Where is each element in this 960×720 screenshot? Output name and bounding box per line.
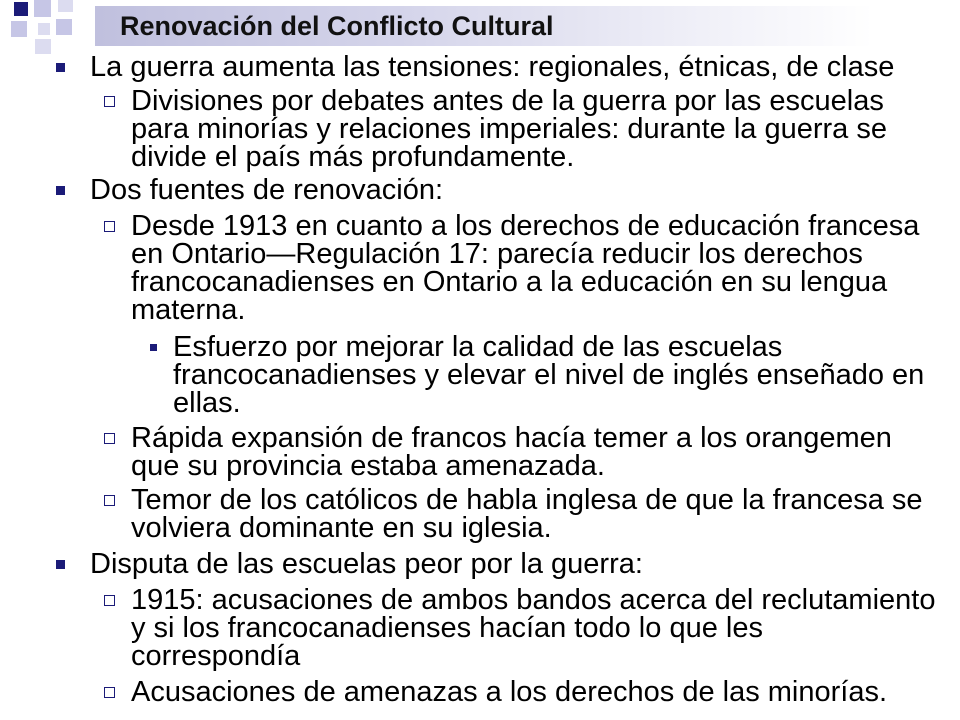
decorative-square [34, 0, 51, 17]
decorative-square [58, 0, 73, 12]
sub-bullet-item [0, 210, 960, 326]
hollow-square-bullet-icon [104, 221, 115, 232]
slide-title: Renovación del Conflicto Cultural [120, 11, 554, 41]
sub-bullet-text: Rápida expansión de francos hacía temer a los orangemen que su provincia estaba amenazada. [131, 422, 892, 482]
sub-bullet-item [0, 422, 960, 482]
decorative-square [11, 21, 27, 37]
sub-bullet-item [0, 85, 960, 173]
small-square-bullet-icon [150, 344, 157, 351]
hollow-square-bullet-icon [104, 495, 115, 506]
filled-square-bullet-icon [56, 63, 65, 72]
hollow-square-bullet-icon [104, 96, 115, 107]
filled-square-bullet-icon [56, 186, 65, 195]
bullet-text: Disputa de las escuelas peor por la guerra: [90, 548, 643, 580]
sub-bullet-item [0, 678, 960, 706]
sub-bullet-text: Acusaciones de amenazas a los derechos de las minorías. [131, 676, 888, 708]
sub-sub-bullet-text: Esfuerzo por mejorar la calidad de las escuelas francocanadienses y elevar el nivel de inglés enseñado en ellas. [173, 331, 925, 419]
decorative-square [38, 23, 50, 35]
sub-bullet-text: Divisiones por debates antes de la guerra por las escuelas para minorías y relaciones imperiales: durante la guerra se divide el país más profundamente. [131, 85, 887, 173]
decorative-square [35, 39, 51, 54]
sub-bullet-text: 1915: acusaciones de ambos bandos acerca del reclutamiento y si los francocanadienses hacían todo lo que les correspondía [131, 584, 936, 672]
hollow-square-bullet-icon [104, 687, 115, 698]
sub-sub-bullet-item [0, 331, 960, 419]
bullet-item [0, 550, 960, 578]
bullet-item [0, 176, 960, 204]
bullet-text: La guerra aumenta las tensiones: regionales, étnicas, de clase [90, 51, 895, 83]
bullet-text: Dos fuentes de renovación: [90, 174, 444, 206]
sub-bullet-text: Temor de los católicos de habla inglesa de que la francesa se volviera dominante en su iglesia. [131, 484, 923, 544]
sub-bullet-text: Desde 1913 en cuanto a los derechos de educación francesa en Ontario—Regulación 17: parecía reducir los derechos francocanadienses en Ontario a la educación en su lengua materna. [131, 210, 920, 326]
sub-bullet-item [0, 484, 960, 544]
hollow-square-bullet-icon [104, 433, 115, 444]
hollow-square-bullet-icon [104, 595, 115, 606]
decorative-square [14, 2, 28, 16]
bullet-item [0, 53, 960, 81]
decorative-square [56, 19, 72, 35]
sub-bullet-item [0, 584, 960, 672]
filled-square-bullet-icon [56, 560, 65, 569]
